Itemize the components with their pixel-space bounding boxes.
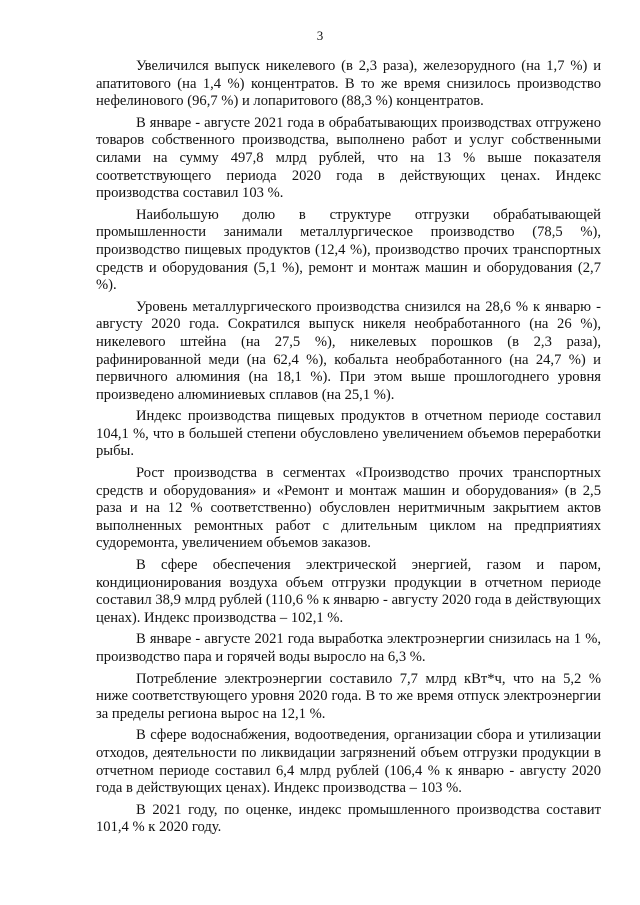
paragraph-transport-repair: Рост производства в сегментах «Производство прочих транспортных средств и оборудования» и «Ремонт и монтаж машин и оборудования» (в 2,5 раза и на 12 % соответственно) обусловлен неритмичным закрытием актов выполненных ремонтных работ с длительным циклом на предприятиях судоремонта, увеличением объемов заказов. bbox=[96, 465, 601, 552]
paragraph-electricity-consumption: Потребление электроэнергии составило 7,7 млрд кВт*ч, что на 5,2 % ниже соответствующего уровня 2020 года. В то же время отпуск электроэнергии за пределы региона вырос на 12,1 %. bbox=[96, 670, 601, 722]
paragraph-manufacturing-structure: Наибольшую долю в структуре отгрузки обрабатывающей промышленности занимали металлургическое производство (78,5 %), производство пищевых продуктов (12,4 %), производство прочих транспортных средств и оборудования (5,1 %), ремонт и монтаж машин и оборудования (2,7 %). bbox=[96, 206, 601, 294]
paragraph-industrial-index-forecast: В 2021 году, по оценке, индекс промышленного производства составит 101,4 % к 2020 году. bbox=[96, 801, 601, 836]
paragraph-manufacturing-shipment: В январе - августе 2021 года в обрабатывающих производствах отгружено товаров собственного производства, выполнено работ и услуг собственными силами на сумму 497,8 млрд рублей, что на 13 % выше показателя соответствующего периода 2020 года в действующих ценах. Индекс производства составил 103 %. bbox=[96, 114, 601, 202]
paragraph-food-production: Индекс производства пищевых продуктов в отчетном периоде составил 104,1 %, что в большей степени обусловлено увеличением объемов переработки рыбы. bbox=[96, 408, 601, 460]
paragraph-concentrates: Увеличился выпуск никелевого (в 2,3 раза), железорудного (на 1,7 %) и апатитового (на 1,4 %) концентратов. В то же время снизилось производство нефелинового (96,7 %) и лопаритового (88,3 %) концентратов. bbox=[96, 58, 601, 110]
paragraph-electricity-generation: В январе - августе 2021 года выработка электроэнергии снизилась на 1 %, производство пара и горячей воды выросло на 6,3 %. bbox=[96, 631, 601, 665]
paragraph-energy-supply: В сфере обеспечения электрической энергией, газом и паром, кондиционирования воздуха объем отгрузки продукции в отчетном периоде составил 38,9 млрд рублей (110,6 % к январю - августу 2020 года в действующих ценах). Индекс производства – 102,1 %. bbox=[96, 557, 601, 626]
page-number: 3 bbox=[316, 28, 324, 43]
paragraph-water-waste: В сфере водоснабжения, водоотведения, организации сбора и утилизации отходов, деятельности по ликвидации загрязнений объем отгрузки продукции в отчетном периоде составил 6,4 млрд рублей (106,4 % к январю - августу 2020 года в действующих ценах). Индекс производства – 103 %. bbox=[96, 727, 601, 797]
document-body bbox=[96, 58, 601, 837]
paragraph-metallurgy: Уровень металлургического производства снизился на 28,6 % к январю - августу 2020 года. Сократился выпуск никеля необработанного (на 26 %), никелевого штейна (на 27,5 %), никелевых порошков (в 2,3 раза), рафинированной меди (на 62,4 %), кобальта необработанного (на 24,7 %) и первичного алюминия (на 18,1 %). При этом выше прошлогоднего уровня произведено алюминиевых сплавов (на 25,1 %). bbox=[96, 298, 601, 403]
